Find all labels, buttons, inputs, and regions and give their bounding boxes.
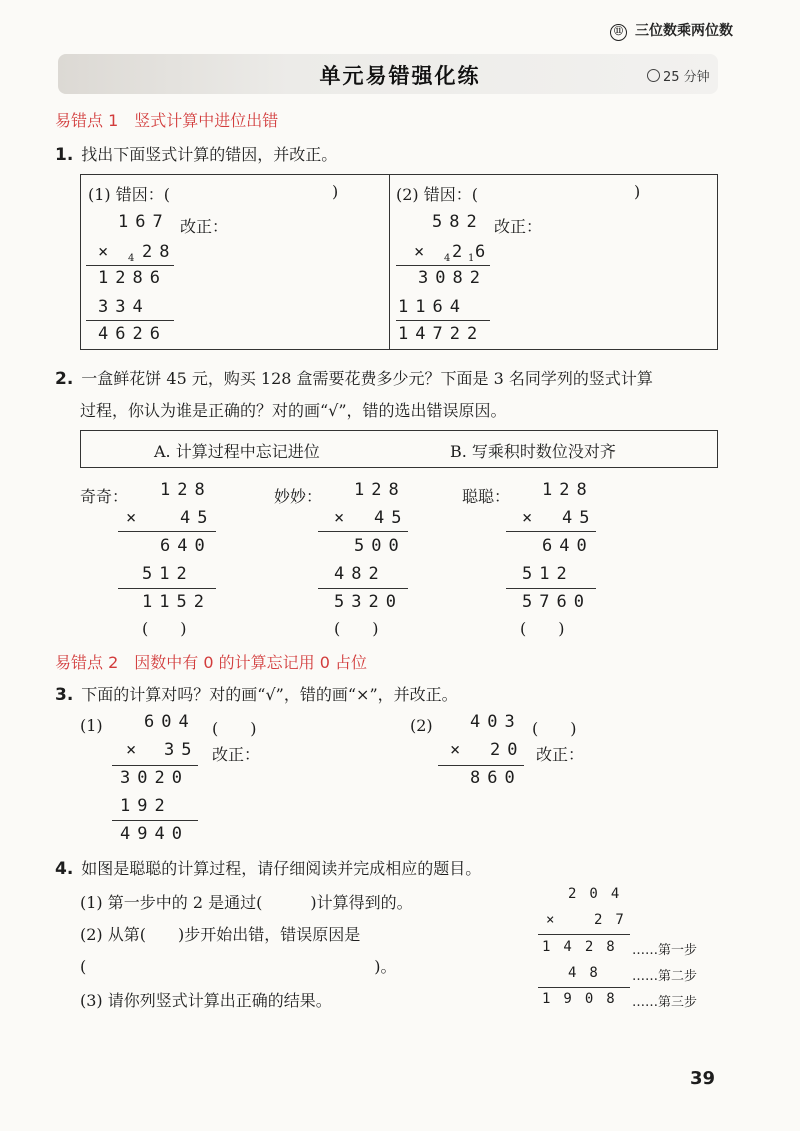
student-name: 聪聪： (462, 487, 511, 506)
q4-calc-sum: 1908 (542, 991, 628, 1007)
unit-number: ⑪ (610, 24, 627, 41)
question-number: 1. (55, 145, 74, 165)
question-number: 3. (55, 685, 74, 705)
option-b: B. 写乘积时数位没对齐 (450, 442, 616, 461)
q4-step2: ……第二步 (632, 969, 698, 984)
q4-calc-p1: 1428 (542, 939, 628, 955)
q4-calc-mult: 27 (594, 912, 637, 928)
rule (318, 531, 408, 532)
q1-left-p2: 334 (98, 297, 150, 317)
q1-right-d1: 2 (452, 242, 470, 262)
student-p2: 512 (142, 564, 194, 584)
q3a-p2: 192 (120, 796, 172, 816)
q3a-sum: 4940 (120, 824, 189, 844)
question-2-line2: 过程，你认为谁是正确的？对的画“√”，错的选出错误原因。 (80, 401, 507, 420)
student-answer-paren[interactable]: ( ) (142, 619, 187, 638)
q3a-p1: 3020 (120, 768, 189, 788)
student-answer-paren[interactable]: ( ) (520, 619, 565, 638)
question-1 (55, 142, 337, 165)
rule (112, 765, 198, 766)
q3b-top: 403 (470, 712, 522, 732)
q1-left-top: 167 (118, 212, 170, 232)
q1-left-times: × (98, 242, 116, 262)
question-4 (55, 856, 481, 879)
student-name: 奇奇： (80, 487, 129, 506)
student-p1: 640 (160, 536, 212, 556)
student-top: 128 (354, 480, 406, 500)
q1-right-reason: (2) 错因：( (396, 185, 478, 204)
q3a-fix: 改正： (212, 745, 261, 764)
student-top: 128 (160, 480, 212, 500)
question-3 (55, 682, 458, 705)
question-text: 一盒鲜花饼 45 元，购买 128 盒需要花费多少元？下面是 3 名同学列的竖式计算 (81, 369, 653, 388)
q4-sub2-blank[interactable]: ( )。 (80, 957, 397, 976)
q1-right-sum: 14722 (398, 324, 485, 344)
q3b-fix: 改正： (536, 745, 585, 764)
question-2-line1 (55, 366, 653, 389)
q1-right-d2: 6 (475, 242, 493, 262)
time-label: 25 分钟 (663, 70, 710, 85)
q4-step3: ……第三步 (632, 995, 698, 1010)
student-p1: 500 (354, 536, 406, 556)
q1-left-carry: 4 (128, 253, 135, 264)
question-text: 下面的计算对吗？对的画“√”，错的画“×”，并改正。 (81, 685, 458, 704)
question-text: 如图是聪聪的计算过程，请仔细阅读并完成相应的题目。 (81, 859, 482, 878)
q4-step1: ……第一步 (632, 943, 698, 958)
time-badge (647, 66, 710, 85)
q3b-mult: 20 (490, 740, 525, 760)
student-top: 128 (542, 480, 594, 500)
rule (86, 265, 174, 266)
q1-left-reason: (1) 错因：( (88, 185, 170, 204)
rule (118, 588, 216, 589)
q3b-paren[interactable]: ( ) (532, 719, 577, 738)
student-mult: 45 (562, 508, 597, 528)
student-mult: 45 (180, 508, 215, 528)
student-times: × (334, 508, 352, 528)
q1-left-sum: 4626 (98, 324, 167, 344)
q4-calc-top: 204 (568, 886, 633, 902)
q1-right-p1: 3082 (418, 268, 487, 288)
q1-left-mult: 28 (142, 242, 177, 262)
rule (396, 320, 490, 321)
q1-right-times: × (414, 242, 432, 262)
rule (538, 987, 630, 988)
rule (396, 265, 490, 266)
student-sum: 5760 (522, 592, 591, 612)
rule (506, 531, 596, 532)
student-p2: 482 (334, 564, 386, 584)
q3a-top: 604 (144, 712, 196, 732)
q3b-label: (2) (410, 716, 433, 735)
q4-calc-p2: 48 (568, 965, 611, 981)
q3b-p1: 860 (470, 768, 522, 788)
q4-calc-times: × (546, 912, 568, 928)
q3a-paren[interactable]: ( ) (212, 719, 257, 738)
q1-right-carry2: 1 (468, 253, 475, 264)
student-answer-paren[interactable]: ( ) (334, 619, 379, 638)
q1-right-top: 582 (432, 212, 484, 232)
unit-title: 三位数乘两位数 (635, 23, 733, 39)
student-mult: 45 (374, 508, 409, 528)
rule (438, 765, 524, 766)
rule (118, 531, 216, 532)
student-times: × (522, 508, 540, 528)
student-times: × (126, 508, 144, 528)
clock-icon (647, 69, 660, 82)
question-number: 2. (55, 369, 74, 389)
q1-right-p2: 1164 (398, 297, 467, 317)
q1-right-close: ) (634, 182, 641, 201)
q1-left-fix: 改正： (180, 217, 229, 236)
student-p2: 512 (522, 564, 574, 584)
unit-header (610, 20, 733, 41)
q1-right-fix: 改正： (494, 217, 543, 236)
page-number: 39 (690, 1068, 716, 1089)
q4-sub1: (1) 第一步中的 2 是通过( )计算得到的。 (80, 893, 413, 912)
rule (86, 320, 174, 321)
q3a-mult: 35 (164, 740, 199, 760)
student-sum: 1152 (142, 592, 211, 612)
q1-left-close: ) (332, 182, 339, 201)
student-p1: 640 (542, 536, 594, 556)
q3b-times: × (450, 740, 468, 760)
question-text: 找出下面竖式计算的错因，并改正。 (81, 145, 338, 164)
student-sum: 5320 (334, 592, 403, 612)
q1-divider (389, 174, 390, 350)
q3a-times: × (126, 740, 144, 760)
q3a-label: (1) (80, 716, 103, 735)
page-title: 单元易错强化练 (319, 64, 481, 88)
rule (112, 820, 198, 821)
section-heading-1: 易错点 1 竖式计算中进位出错 (55, 111, 279, 130)
rule (318, 588, 408, 589)
rule (538, 934, 630, 935)
question-number: 4. (55, 859, 74, 879)
q4-sub3: (3) 请你列竖式计算出正确的结果。 (80, 991, 332, 1010)
student-name: 妙妙： (274, 487, 323, 506)
rule (506, 588, 596, 589)
section-heading-2: 易错点 2 因数中有 0 的计算忘记用 0 占位 (55, 653, 367, 672)
q4-sub2: (2) 从第( )步开始出错，错误原因是 (80, 925, 361, 944)
q1-left-p1: 1286 (98, 268, 167, 288)
option-a: A. 计算过程中忘记进位 (154, 442, 320, 461)
q1-right-carry1: 4 (444, 253, 451, 264)
